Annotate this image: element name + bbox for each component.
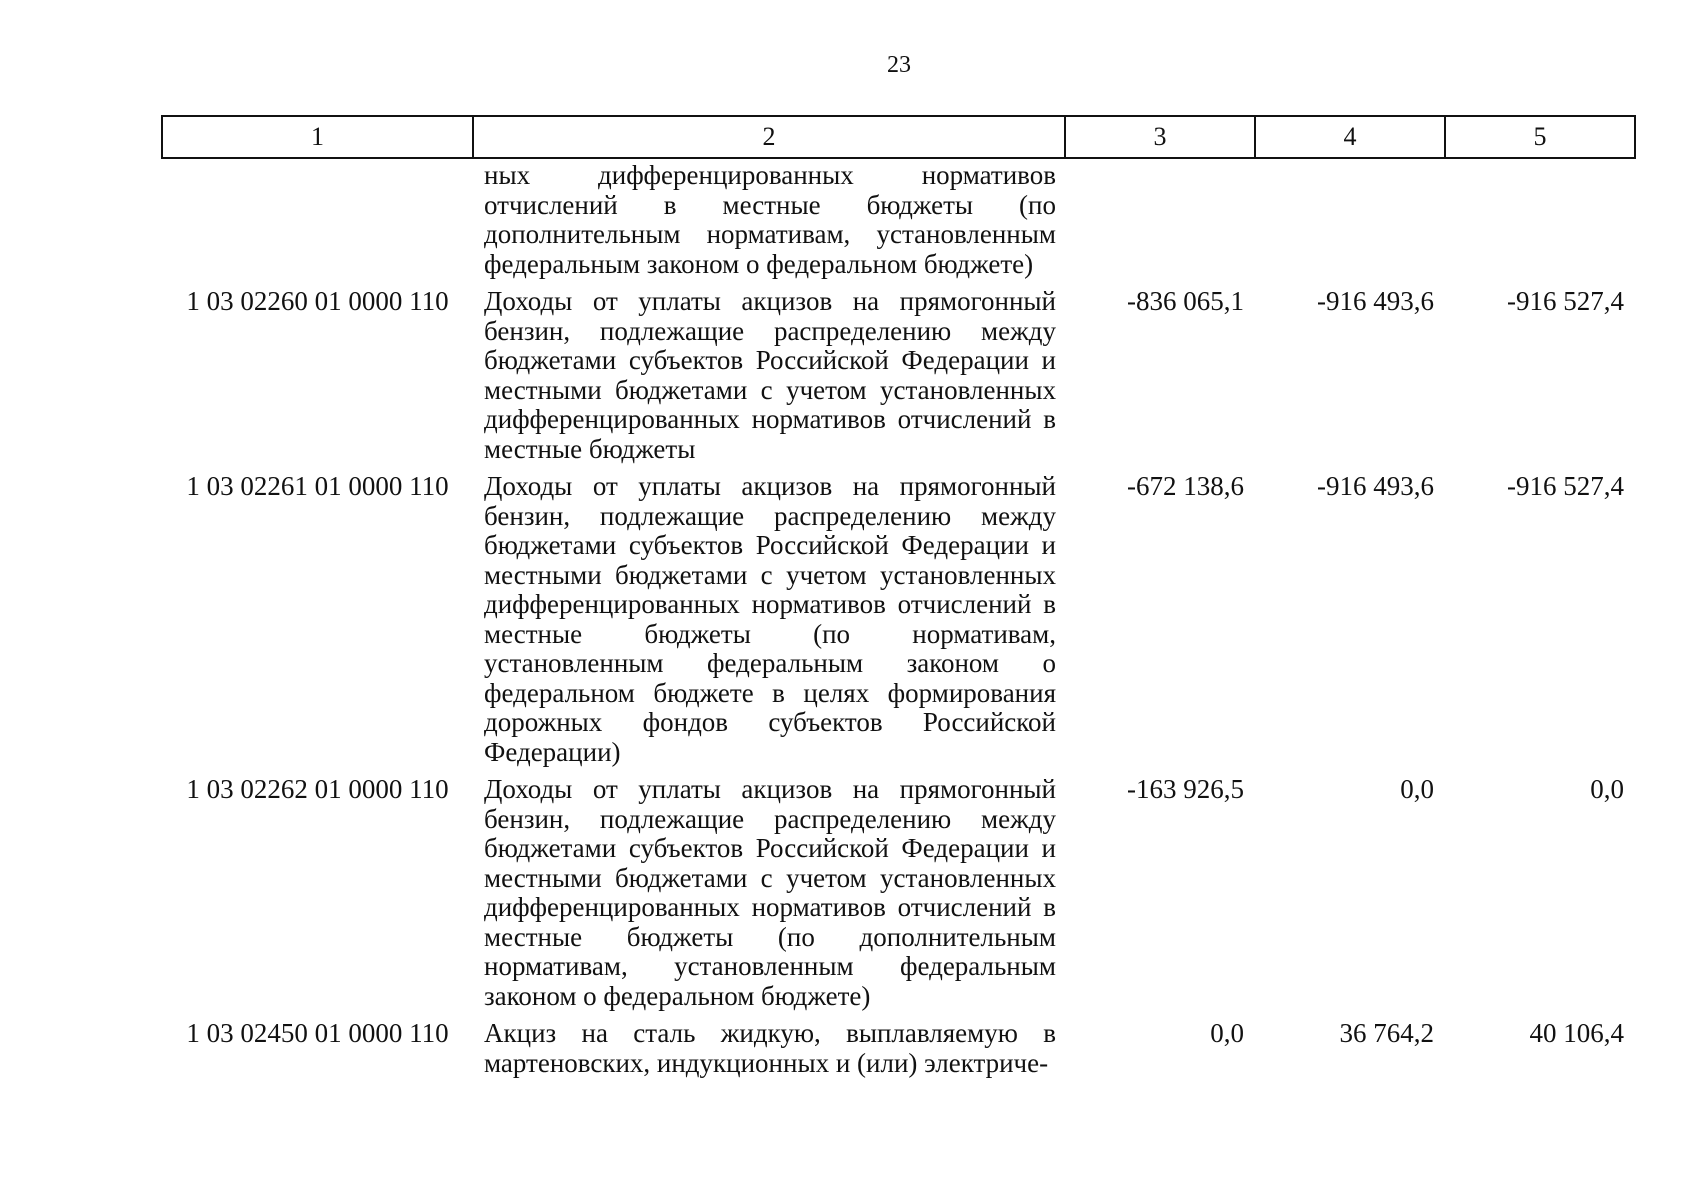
row-value-col4: 36 764,2: [1339, 1018, 1434, 1048]
row-value-col3: -163 926,5: [1127, 774, 1244, 804]
column-header-4: 4: [1255, 116, 1445, 158]
row-value-col4: 0,0: [1400, 774, 1434, 804]
continuation-row: [162, 158, 1635, 279]
continuation-col5: [1445, 158, 1635, 279]
continuation-col3: [1065, 158, 1255, 279]
continuation-description: ных дифференцированных нормативов отчислений в местные бюджеты (по дополнительным нормативам, установленным федеральным законом о федеральном бюджете): [484, 160, 1056, 279]
budget-table: [161, 115, 1636, 1078]
column-header-5: 5: [1445, 116, 1635, 158]
row-value-col5: -916 527,4: [1507, 286, 1624, 316]
row-value-col3: -836 065,1: [1127, 286, 1244, 316]
header-row: [162, 116, 1635, 158]
table-row: [162, 279, 1635, 464]
page-number: 23: [887, 52, 911, 78]
row-value-col4: -916 493,6: [1317, 471, 1434, 501]
row-value-col3: -672 138,6: [1127, 471, 1244, 501]
continuation-col4: [1255, 158, 1445, 279]
continuation-code-cell: [162, 158, 473, 279]
row-value-col5: 40 106,4: [1529, 1018, 1624, 1048]
table-row: [162, 464, 1635, 767]
row-description: Доходы от уплаты акцизов на прямогонный бензин, подлежащие распределению между бюджетами субъектов Российской Федерации и местными бюджетами с учетом установленных дифференцированных нормативов отчислений в местные бюджеты: [484, 286, 1056, 464]
table-row: [162, 1011, 1635, 1078]
row-description: Доходы от уплаты акцизов на прямогонный бензин, подлежащие распределению между бюджетами субъектов Российской Федерации и местными бюджетами с учетом установленных дифференцированных нормативов отчислений в местные бюджеты (по нормативам, установленным федеральным законом о федеральном бюджете в целях формирования дорожных фондов субъектов Российской Федерации): [484, 471, 1056, 767]
row-code: 1 03 02450 01 0000 110: [186, 1018, 449, 1048]
row-code: 1 03 02262 01 0000 110: [186, 774, 449, 804]
table-row: [162, 767, 1635, 1011]
table-header: [162, 116, 1635, 158]
row-description: Акциз на сталь жидкую, выплавляемую в мартеновских, индукционных и (или) электриче-: [484, 1018, 1056, 1078]
row-description: Доходы от уплаты акцизов на прямогонный бензин, подлежащие распределению между бюджетами субъектов Российской Федерации и местными бюджетами с учетом установленных дифференцированных нормативов отчислений в местные бюджеты (по дополнительным нормативам, установленным федеральным законом о федеральном бюджете): [484, 774, 1056, 1011]
row-code: 1 03 02260 01 0000 110: [186, 286, 449, 316]
column-header-2: 2: [473, 116, 1065, 158]
row-value-col3: 0,0: [1210, 1018, 1244, 1048]
table-body: [162, 158, 1635, 1078]
row-value-col5: 0,0: [1590, 774, 1624, 804]
row-value-col4: -916 493,6: [1317, 286, 1434, 316]
column-header-1: 1: [162, 116, 473, 158]
row-code: 1 03 02261 01 0000 110: [186, 471, 449, 501]
column-header-3: 3: [1065, 116, 1255, 158]
row-value-col5: -916 527,4: [1507, 471, 1624, 501]
